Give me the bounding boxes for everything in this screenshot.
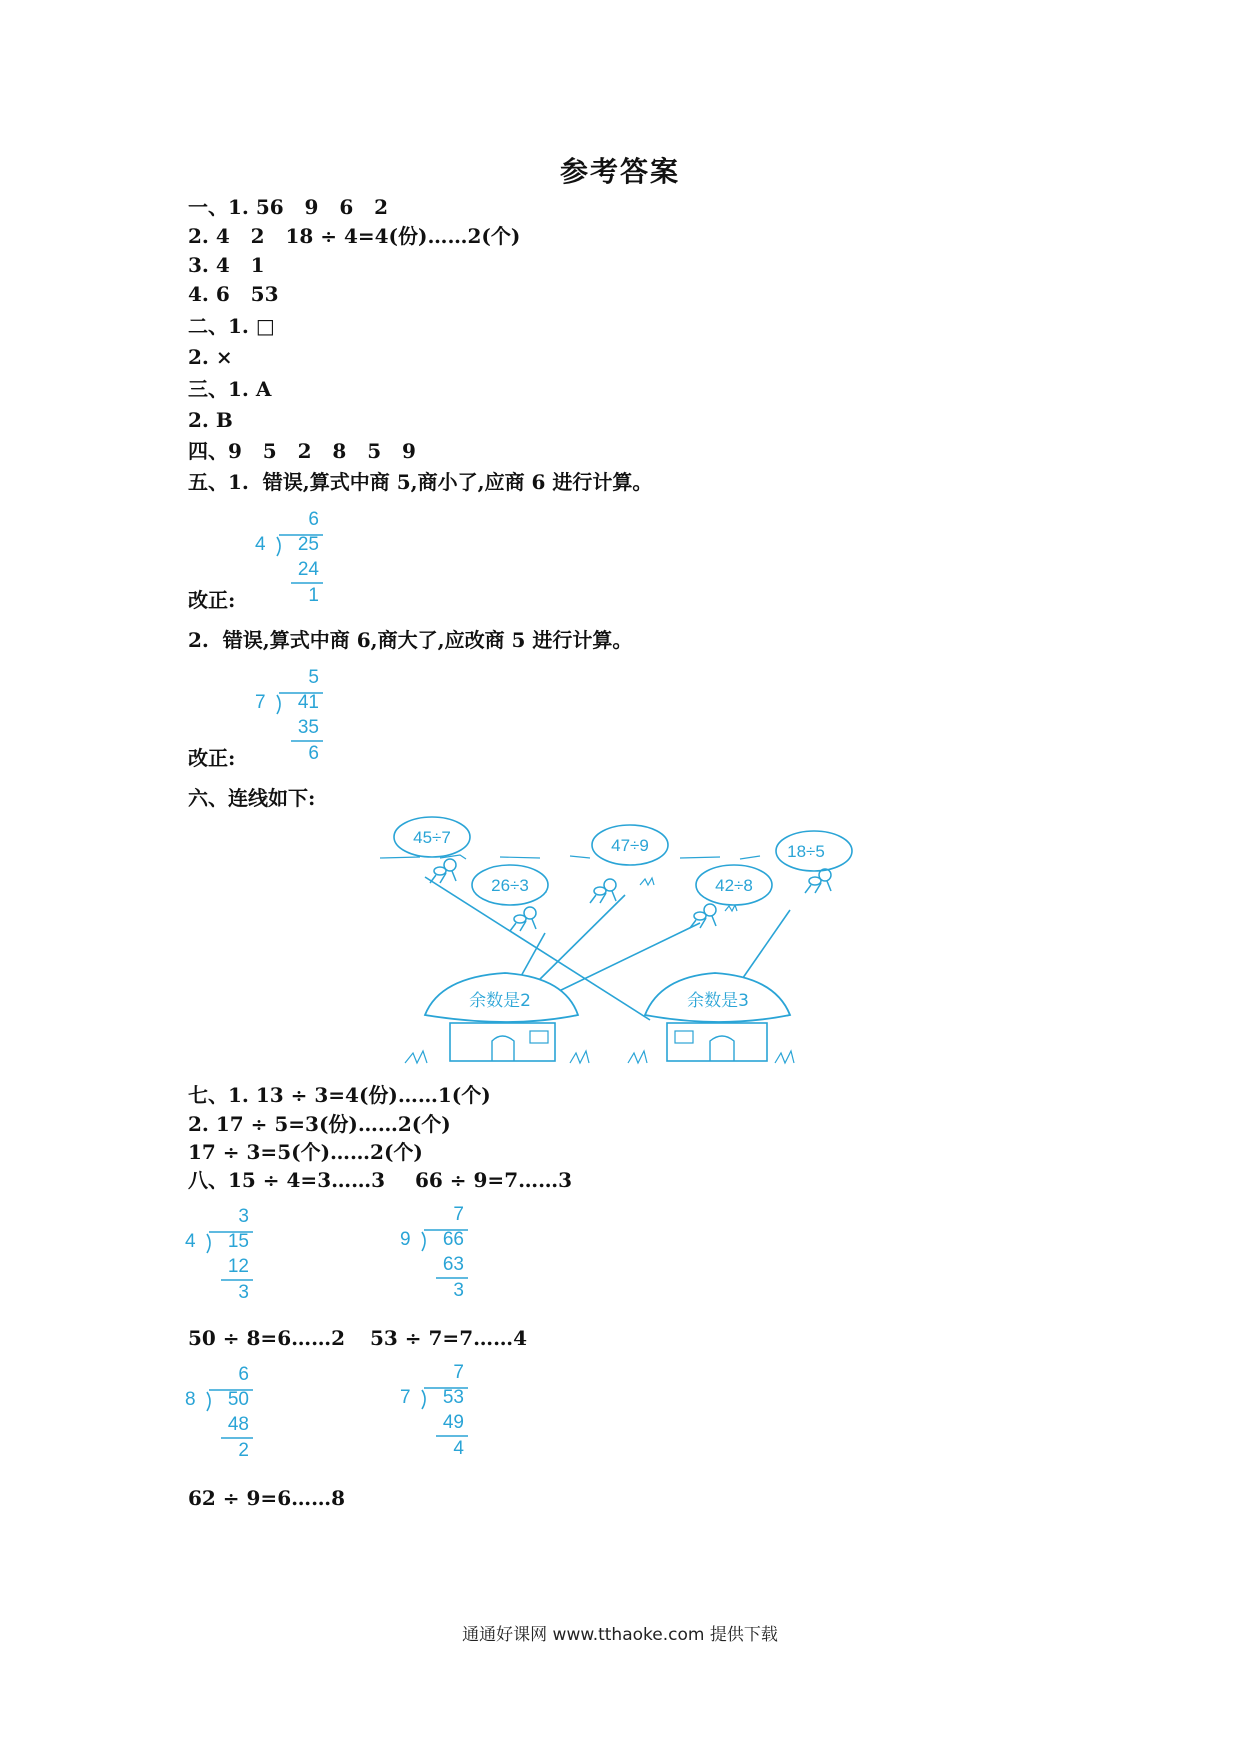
bubble-47-div-9 — [592, 825, 668, 865]
div2-quotient: 5 — [308, 667, 319, 688]
bubble-42-div-8 — [696, 865, 772, 905]
section1-line3: 3. 4 1 — [188, 253, 265, 277]
divD-dividend: 53 — [442, 1387, 464, 1408]
bubble-45-div-7 — [394, 817, 470, 857]
section5-line1: 五、1. 错误,算式中商 5,商小了,应商 6 进行计算。 — [188, 470, 653, 494]
divD-quotient: 7 — [453, 1362, 464, 1383]
section3-line1: 三、1. A — [188, 377, 272, 401]
divB-remainder: 3 — [453, 1280, 464, 1301]
bubble-18-div-5 — [776, 831, 852, 871]
divB-divisor: 9 — [400, 1229, 411, 1250]
section7-line2: 2. 17 ÷ 5=3(份)……2(个) — [188, 1112, 451, 1136]
divC-dividend: 50 — [227, 1389, 249, 1410]
divD-divisor: 7 — [400, 1387, 411, 1408]
divB-dividend: 66 — [442, 1229, 464, 1250]
section6-line1: 六、连线如下: — [188, 786, 316, 810]
section8-line3: 62 ÷ 9=6……8 — [188, 1486, 346, 1510]
section5-line2: 2. 错误,算式中商 6,商大了,应改商 5 进行计算。 — [188, 628, 633, 652]
ant-matching-illustration — [380, 815, 860, 1075]
section3-line2: 2. B — [188, 408, 233, 432]
div1-remainder: 1 — [308, 585, 319, 606]
divC-remainder: 2 — [238, 1440, 249, 1461]
section2-line1: 二、1. □ — [188, 314, 275, 338]
divA-divisor: 4 — [185, 1231, 196, 1252]
div1-dividend: 25 — [297, 534, 319, 555]
section8-line1b: 66 ÷ 9=7……3 — [415, 1168, 573, 1192]
section8-line1a: 八、15 ÷ 4=3……3 — [188, 1168, 386, 1192]
divA-remainder: 3 — [238, 1282, 249, 1303]
long-division-b — [400, 1205, 470, 1310]
section4-line1: 四、9 5 2 8 5 9 — [188, 439, 416, 463]
div1-quotient: 6 — [308, 509, 319, 530]
bubble-label-3: 47÷9 — [611, 836, 649, 855]
divC-divisor: 8 — [185, 1389, 196, 1410]
section7-line1: 七、1. 13 ÷ 3=4(份)……1(个) — [188, 1083, 491, 1107]
section1-line4: 4. 6 53 — [188, 282, 279, 306]
div2-remainder: 6 — [308, 743, 319, 764]
divD-product: 49 — [442, 1412, 464, 1433]
bubble-26-div-3 — [472, 865, 548, 905]
house-remainder-3 — [628, 973, 794, 1063]
divC-product: 48 — [227, 1414, 249, 1435]
divD-remainder: 4 — [453, 1438, 464, 1459]
divA-dividend: 15 — [227, 1231, 249, 1252]
long-division-d — [400, 1363, 470, 1468]
page-title: 参考答案 — [559, 155, 680, 188]
section8-line2b: 53 ÷ 7=7……4 — [370, 1326, 528, 1350]
bubble-label-2: 26÷3 — [491, 876, 529, 895]
fix-label-2: 改正: — [188, 746, 236, 770]
footer-source: 通通好课网 www.tthaoke.com 提供下载 — [462, 1625, 778, 1645]
divB-product: 63 — [442, 1254, 464, 1275]
fix-label-1: 改正: — [188, 588, 236, 612]
section1-line2: 2. 4 2 18 ÷ 4=4(份)……2(个) — [188, 224, 521, 248]
section1-line1: 一、1. 56 9 6 2 — [188, 195, 389, 219]
divC-quotient: 6 — [238, 1364, 249, 1385]
divA-quotient: 3 — [238, 1206, 249, 1227]
div1-product: 24 — [297, 559, 319, 580]
bubble-label-4: 42÷8 — [715, 876, 753, 895]
bubble-label-5: 18÷5 — [787, 842, 825, 861]
div2-product: 35 — [297, 717, 319, 738]
section2-line2: 2. × — [188, 345, 233, 369]
div1-divisor: 4 — [255, 534, 266, 555]
long-division-c — [185, 1365, 255, 1470]
house-label-1: 余数是2 — [469, 991, 531, 1011]
long-division-a — [185, 1207, 255, 1312]
div2-divisor: 7 — [255, 692, 266, 713]
divB-quotient: 7 — [453, 1204, 464, 1225]
house-remainder-2 — [405, 973, 589, 1063]
house-label-2: 余数是3 — [687, 991, 749, 1011]
long-division-2 — [255, 668, 325, 773]
bubble-label-1: 45÷7 — [413, 828, 451, 847]
section7-line3: 17 ÷ 3=5(个)……2(个) — [188, 1140, 423, 1164]
divA-product: 12 — [227, 1256, 249, 1277]
long-division-1 — [255, 510, 325, 615]
section8-line2a: 50 ÷ 8=6……2 — [188, 1326, 346, 1350]
div2-dividend: 41 — [297, 692, 319, 713]
